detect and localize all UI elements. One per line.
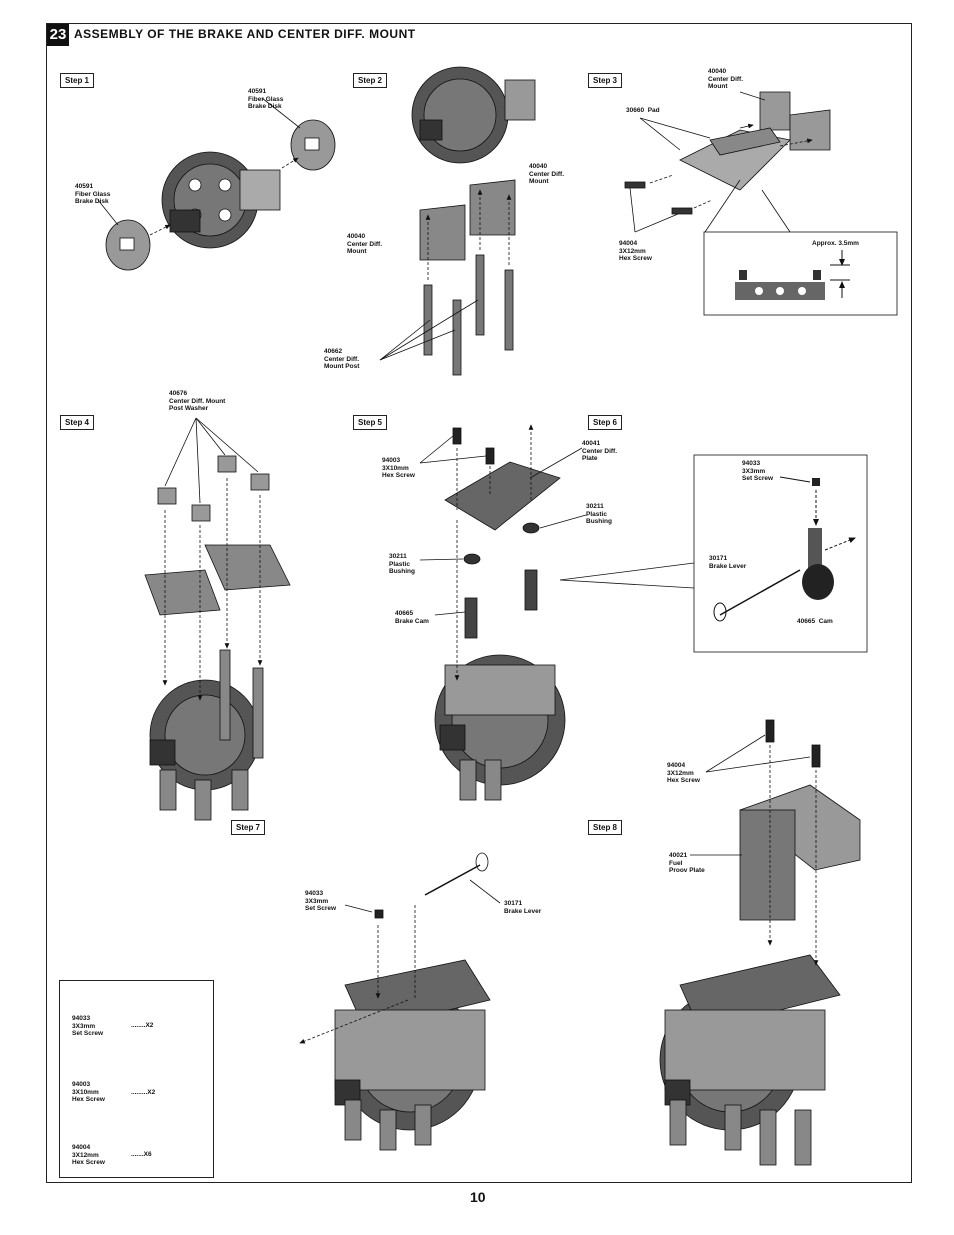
label-s8-plate: 40021 Fuel Proov Plate bbox=[669, 852, 705, 874]
label-s2-post: 40662 Center Diff. Mount Post bbox=[324, 348, 360, 370]
label-s6-cam: 40665 Cam bbox=[797, 618, 833, 625]
label-s3-pad: 30660 Pad bbox=[626, 107, 660, 114]
label-s3-approx: Approx. 3.5mm bbox=[812, 240, 859, 247]
label-s5-plate: 40041 Center Diff. Plate bbox=[582, 440, 618, 462]
step-3-label: Step 3 bbox=[588, 73, 622, 88]
step7-assembly bbox=[335, 853, 490, 1150]
label-s1-disk-top: 40591 Fiber Glass Brake Disk bbox=[248, 88, 284, 110]
label-s6-lever: 30171 Brake Lever bbox=[709, 555, 747, 570]
legend-item-94003: 94003 3X10mm Hex Screw bbox=[72, 1081, 105, 1103]
page-number: 10 bbox=[470, 1189, 486, 1205]
step5-parts bbox=[435, 428, 565, 800]
legend-item-94033: 94033 3X3mm Set Screw bbox=[72, 1015, 104, 1037]
section-number: 23 bbox=[47, 24, 69, 46]
label-s3-mount: 40040 Center Diff. Mount bbox=[708, 68, 744, 90]
step8-assembly bbox=[660, 720, 860, 1165]
label-s6-setscrew: 94033 3X3mm Set Screw bbox=[742, 460, 774, 482]
label-s2-mount-left: 40040 Center Diff. Mount bbox=[347, 233, 383, 255]
legend-qty-94003: .........X2 bbox=[131, 1089, 156, 1096]
step-5-label: Step 5 bbox=[353, 415, 387, 430]
label-s3-screw: 94004 3X12mm Hex Screw bbox=[619, 240, 652, 262]
step-6-label: Step 6 bbox=[588, 415, 622, 430]
legend-qty-94004: .......X6 bbox=[131, 1151, 152, 1158]
step4-parts bbox=[145, 456, 290, 820]
label-s2-mount-right: 40040 Center Diff. Mount bbox=[529, 163, 565, 185]
label-s8-screw: 94004 3X12mm Hex Screw bbox=[667, 762, 700, 784]
step-4-label: Step 4 bbox=[60, 415, 94, 430]
label-s5-cam: 40665 Brake Cam bbox=[395, 610, 429, 625]
step1-gear-diff bbox=[106, 120, 335, 270]
legend-qty-94033: ........X2 bbox=[131, 1022, 154, 1029]
label-s7-setscrew: 94033 3X3mm Set Screw bbox=[305, 890, 337, 912]
label-s4-washer: 40676 Center Diff. Mount Post Washer bbox=[169, 390, 226, 412]
step-2-label: Step 2 bbox=[353, 73, 387, 88]
legend-item-94004: 94004 3X12mm Hex Screw bbox=[72, 1144, 105, 1166]
step-1-label: Step 1 bbox=[60, 73, 94, 88]
step-7-label: Step 7 bbox=[231, 820, 265, 835]
section-title: ASSEMBLY OF THE BRAKE AND CENTER DIFF. MOUNT bbox=[74, 27, 416, 41]
label-s5-screw: 94003 3X10mm Hex Screw bbox=[382, 457, 415, 479]
label-s1-disk-left: 40591 Fiber Glass Brake Disk bbox=[75, 183, 111, 205]
step-8-label: Step 8 bbox=[588, 820, 622, 835]
step3-detail-callout bbox=[704, 232, 897, 315]
label-s7-lever: 30171 Brake Lever bbox=[504, 900, 542, 915]
step6-callout bbox=[694, 455, 867, 652]
label-s5-bushing-right: 30211 Plastic Bushing bbox=[586, 503, 612, 525]
label-s5-bushing-left: 30211 Plastic Bushing bbox=[389, 553, 415, 575]
